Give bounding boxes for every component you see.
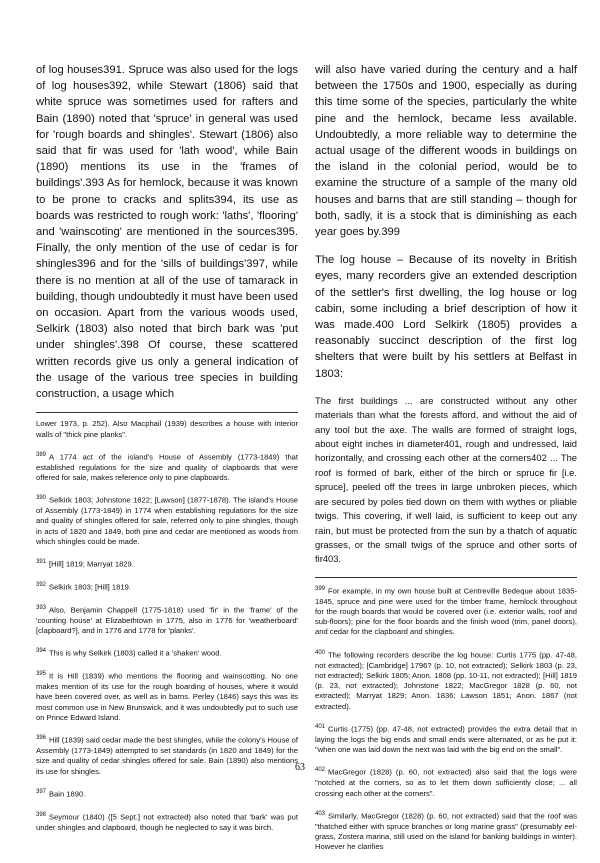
footnote: $^{396}$ Hill (1839) said cedar made the best shingles, while the colony's House of Assembly (1773-1849) attempted to set standards (in 1820 and 1849) for the size and quality of cedar shingles offered for sale. Bain (1890) also mentions its use for shingles. xyxy=(36,735,298,776)
footnote-divider xyxy=(36,412,298,413)
right-body-text: will also have varied during the century and a half between the 1750s and 1900, especially as during this time some of the species, particularly the white pine and the hemlock, became less available. Undoubtedly, a more reliable way to determine the actual usage of the different woods in buildings on the island in the colonial period, would be to examine the structure of a sample of the many old houses and barns that are still standing – though for both, sadly, it is a stock that is diminishing as each year goes by.399 xyxy=(315,64,577,239)
footnote: $^{395}$ It is Hill (1839) who mentions the flooring and wainscotting. No one makes mention of its use for the rough boarding of houses, where it would have been covered over, as well as in barns. Perley (1846) says this was its most common use in New Brunswick, and it was undoubtedly put to such use on Prince Edward Island. xyxy=(36,671,298,722)
footnote: $^{398}$ Seymour (1840) ([5 Sept.] not extracted) also noted that 'bark' was put under shingles and clapboard, though he neglected to say it was birch. xyxy=(36,811,298,832)
footnote: $^{401}$ Curtis (1775) (pp. 47-48, not extracted) provides the extra detail that in laying the logs the big ends and small ends were alternated, or as he put it: "when one was laid down the next was laid with the big end on the small". xyxy=(315,724,577,755)
footnote: $^{389}$ A 1774 act of the island's House of Assembly (1773-1849) that established regulations for the size and quality of clapboards that were offered for sale, makes reference only to pine clapboards. xyxy=(36,451,298,482)
footnote: $^{393}$ Also, Benjamin Chappell (1775-1818) used 'fir' in the 'frame' of the 'counting house' at Elizabethtown in 1775, also in 1776 for 'weatherboard' [clapboard?], and in 1776 and 1778 for 'planks'. xyxy=(36,604,298,636)
left-body-text: of log houses391. Spruce was also used for the logs of log houses392, while Stewart (1806) said that white spruce was sometimes used for rafters and Bain (1890) noted that 'spruce' in general was used for 'rough boards and shingles'. Stewart (1806) also said that fir was used for 'lath wood', while Bain (1890) mentions its use in the 'frames of buildings'.393 As for hemlock, because it was known to be prone to cracks and splits394, its use as boards was restricted to rough work: 'laths', 'flooring' and 'wainscoting' are mentioned in the sources395. Finally, the only mention of the use of cedar is for shingles396 and for the 'sills of buildings'397, while there is no mention at all of the use of tamarack in building, though undoubtedly it must have been used on occasion. Apart from the various woods used, Selkirk (1803) also noted that birch bark was 'put under shingles'.398 Of course, these scattered written records give us only a general indication of the usage of the various tree species in building construction, a usage which xyxy=(36,64,298,401)
footnote: $^{403}$ Similarly, MacGregor (1828) (p. 60, not extracted) said that the roof was "thatched either with spruce branches or long marine grass" (presumably eel-grass, Zostera marina, still used on the island for banking buildings in winter). However he clarifies xyxy=(315,810,577,852)
footnote: $^{400}$ The following recorders describe the log house: Curtis 1775 (pp. 47-48, not extracted); [Cambridge] 1796? (p. 10, not extracted); Selkirk 1803 (p. 23, not extracted); Selkirk 1805; Anon. 1808 (pp. 10-11, not extracted); [Hill] 1819 (p. 23, not extracted); Johnstone 1822; MacGregor 1828 (p. 60, not extracted); Marryat 1829; Anon. 1836; Lawson 1851; Anon. 1867 (not extracted). xyxy=(315,649,577,711)
footnote: $^{392}$ Selkirk 1803; [Hill] 1819. xyxy=(36,582,131,592)
footnote: $^{391}$ [Hill] 1819; Marryat 1829. xyxy=(36,559,134,569)
footnote: $^{399}$ For example, in my own house built at Centreville Bedeque about 1835-1845, spruce and pine were used for the timber frame, hemlock throughout for the rough boards that would be covered over (i.e. exterior walls, roof and sub-floors); pine for the floor boards and the finish wood (trim, panel doors), and cedar for the clapboard and shingles. xyxy=(315,585,577,637)
log-house-section: The log house – Because of its novelty in British eyes, many recorders give an extended description of the settler's first dwelling, the log house or log cabin, some including a brief description of how it was made.400 Lord Selkirk (1805) provides a reasonably succinct description of the first log shelters that were built by his settlers at Belfast in 1803: xyxy=(315,254,577,380)
right-column xyxy=(315,62,577,863)
left-footnotes xyxy=(36,450,298,833)
footnote: $^{394}$ This is why Selkirk (1803) called it a 'shaken' wood. xyxy=(36,648,222,658)
footnote: $^{397}$ Bain 1890. xyxy=(36,788,86,799)
footnote: $^{402}$ MacGregor (1828) (p. 60, not extracted) also said that the logs were "notched at the corners, so as to let them down sufficiently close; ... all crossing each other at the corners". xyxy=(315,767,577,798)
footnote: $^{390}$ Selkirk 1803; Johnstone 1822; [Lawson] (1877-1878). The island's House of Assembly (1773-1849) in 1774 when establishing regulations for the size and quality of shingles offered for sale, referred only to pine shingles, though in acts of 1820 and 1849, both pine and cedar are mentioned as woods from which shingles could be made. xyxy=(36,495,298,546)
footnote-divider xyxy=(315,577,577,578)
page-number: 63 xyxy=(295,762,305,773)
selkirk-quote: The first buildings ... are constructed without any other materials than what the forests afford, and without the aid of any tool but the axe. The walls are formed of straight logs, about eight inches in diameter401, rough and undressed, laid horizontally, and crossing each other at the corners402 ... The roof is formed of bark, either of the birch or spruce fir [i.e. spruce], peeled off the trees in large unbroken pieces, which are secured by poles tied down on them with wythes or pliable twigs. This covering, if well laid, is sufficient to keep out any rain, but must be protected from the sun by a thatch of aquatic grasses, or the small twigs of the spruce and other sorts of fir403. xyxy=(315,394,577,565)
footnote-continuation: Lower 1973, p. 252). Also Macphail (1939) describes a house with interior walls of "thick pine planks". xyxy=(36,419,298,439)
right-footnotes xyxy=(315,584,577,853)
left-column xyxy=(36,62,298,843)
